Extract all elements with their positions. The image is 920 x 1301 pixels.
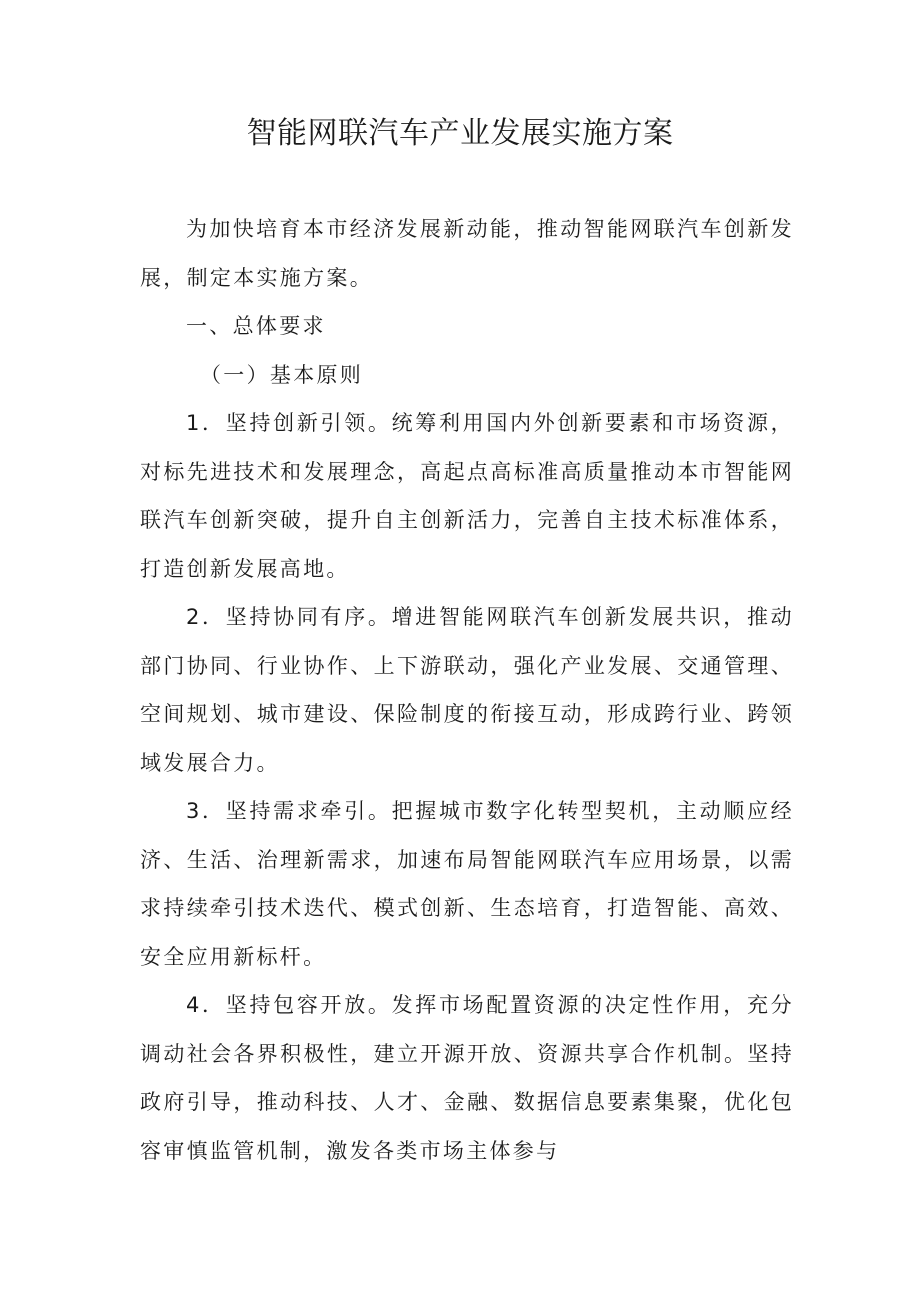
principle-paragraph-1: 1．坚持创新引领。统筹利用国内外创新要素和市场资源，对标先进技术和发展理念，高起点高标准高质量推动本市智能网联汽车创新突破，提升自主创新活力，完善自主技术标准体系，打造创新发展高地。: [140, 411, 794, 581]
intro-paragraph: 为加快培育本市经济发展新动能，推动智能网联汽车创新发展，制定本实施方案。: [140, 217, 794, 290]
principle-paragraph-3: 3．坚持需求牵引。把握城市数字化转型契机，主动顺应经济、生活、治理新需求，加速布局智能网联汽车应用场景，以需求持续牵引技术迭代、模式创新、生态培育，打造智能、高效、安全应用新标杆。: [140, 799, 794, 969]
subsection-heading: （一）基本原则: [200, 362, 364, 387]
principle-paragraph-4: 4．坚持包容开放。发挥市场配置资源的决定性作用，充分调动社会各界积极性，建立开源开放、资源共享合作机制。坚持政府引导，推动科技、人才、金融、数据信息要素集聚，优化包容审慎监管机制，激发各类市场主体参与: [140, 993, 794, 1163]
document-body: [140, 205, 794, 1175]
section-heading: 一、总体要求: [186, 314, 326, 338]
principle-paragraph-2: 2．坚持协同有序。增进智能网联汽车创新发展共识，推动部门协同、行业协作、上下游联动，强化产业发展、交通管理、空间规划、城市建设、保险制度的衔接互动，形成跨行业、跨领域发展合力。: [140, 605, 794, 775]
document-title: 智能网联汽车产业发展实施方案: [246, 116, 674, 151]
